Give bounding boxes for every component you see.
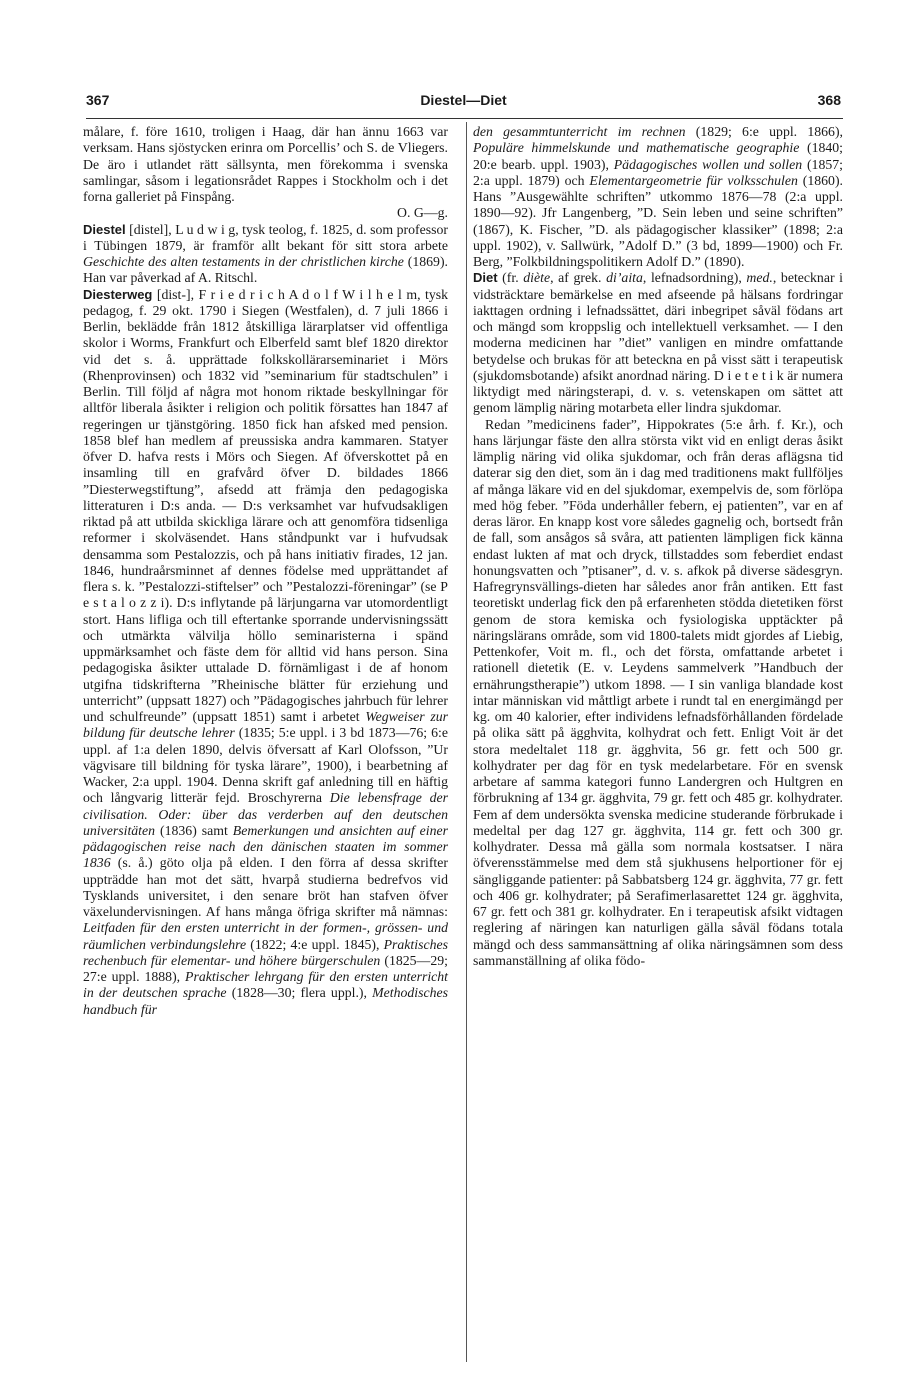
right-column (473, 124, 843, 969)
page-title: Diestel—Diet (420, 92, 507, 108)
author-signature: O. G—g. (397, 205, 448, 221)
header-rule (86, 118, 843, 119)
column-divider (466, 122, 467, 1362)
running-header (86, 92, 841, 112)
headword-diet: Diet (473, 270, 498, 286)
entry-diet-paragraph-2: Redan ”medicinens fader”, Hippokrates (5:e årh. f. Kr.), och hans lärjungar fäste den allra största vikt vid en enligt deras åsikt lämplig näring vid olika sjukdomar, och från deras aflägsna tid daterar sig den diet, som än i dag med traditionens makt fullföljes af många läkare vid en del sjukdomar, exempelvis de, som förlöpa med hög feber. ”Föda underhåller febern, ej patienten”, var en af deras läror. En knapp kost vore således gagnelig och, bortsedt från de fall, som ansågos så svåra, att patienten lämpligen fick känna endast lukten af mat och dryck, tillstaddes som feberdiet endast honungsvatten och ”ptisaner”, d. v. s. afkok på diverse sädesgryn. Hafregrynsvällings-dieten har således anor från antiken. Ett fast teoretiskt underlag fick den på erfarenheten stödda dietetiken först genom de stora kemiska och fysiologiska upptäckter på näringslärans område, som vid 1800-talets midt gjordes af Liebig, Pettenkofer, Voit m. fl., och det första, omfattande arbetet i rationell dietetik (E. v. Leydens sammelverk ”Handbuch der ernährungstherapie”) utkom 1898. — I sin vanliga blandade kost intar människan vid måttligt arbete i rundt tal en energimängd per kg. om 40 kalorier, efter individens lefnadsförhållanden fördelade på olika sätt på ägghvita, kolhydrat och fett. Enligt Voit är det stora medeltalet 118 gr. ägghvita, 56 gr. fett och 500 gr. kolhydrater per dag för en tysk medelarbetare. För en svensk arbetare af samma kategori funno Landergren och Hultgren en förbrukning af 134 gr. ägghvita, 79 gr. fett och 485 gr. kolhydrater. Fem af dem undersökta svenska medicine studerande förbrukade i medeltal per dag 127 gr. ägghvita, 114 gr. fett och 300 gr. kolhydrater. Dessa må gälla som normala kostsatser. I nära öfverensstämmelse med dem stå sjukhusens helportioner för ej sängliggande patienter: på Sabbatsberg 124 gr. ägghvita, 77 gr. fett och 406 gr. kolhydrater; på Serafimerlasarettet 124 gr. ägghvita, 67 gr. fett och 381 gr. kolhydrater. En i terapeutisk afsikt vidtagen reglering af näringen kan naturligen gälla såväl födans totala mängd och dess sammansättning af olika näringsämnen som dess sammanställning af olika födo- (473, 416, 843, 968)
entry-diestel: Diestel [distel], L u d w i g, tysk teolog, f. 1825, d. som professor i Tübingen 1879, är framför allt bekant för sitt stora arbete Geschichte des alten testaments in der christlichen kirche (1869). Han var påverkad af A. Ritschl. (83, 221, 448, 286)
headword-diesterweg: Diesterweg (83, 286, 153, 302)
left-column (83, 124, 448, 1018)
entry-diesterweg: Diesterweg [dist-], F r i e d r i c h A d o l f W i l h e l m, tysk pedagog, f. 29 okt. 1790 i Siegen (Westfalen), d. 7 juli 1866 i Berlin, beklädde från 1812 åtskilliga lärarplatser vid offentliga skolor i Worms, Frankfurt och Elberfeld samt blef 1820 direktor vid det s. å. upprättade folkskollärarseminariet i Mörs (Rhenprovinsen) och 1832 vid ”seminarium für stadtschulen” i Berlin. Till följd af några mot honom riktade beskyllningar för alltför liberala åsikter i religion och politik försattes han 1847 af regeringen ur tjänstgöring. 1850 fick han afsked med pension. 1858 blef han medlem af preussiska andra kammaren. Statyer öfver D. hafva rests i Mörs och Siegen. Af öfverskottet på en insamling till en grafvård öfver D. bildades 1866 ”Diesterwegstiftung”, afsedd att främja den pedagogiska litteraturen i D:s anda. — D:s verksamhet var hufvudsakligen riktad på att utbilda skickliga lärare och att genomföra tidsenliga reformer i skolväsendet. Hans ståndpunkt var i hufvudsak densamma som Pestalozzis, och på hans initiativ firades, 12 jan. 1846, hundraårsminnet af dennes födelse med upprättandet af flera s. k. ”Pestalozzi-stiftelser” och ”Pestalozzi-föreningar” (se P e s t a l o z z i). D:s inflytande på lärjungarna var utomordentligt stort. Hans lifliga och till eftertanke sporrande undervisningssätt och utmärkta välvilja höllo seminaristerna i spänd uppmärksamhet och fäste dem för alltid vid hans person. Sina pedagogiska åsikter uttalade D. förnämligast i de af honom utgifna tidskrifterna ”Rheinische blätter für erziehung und unterricht” (uppsatt 1827) och ”Pädagogisches jahrbuch für lehrer und schulfreunde” (uppsatt 1851) samt i arbetet Wegweiser zur bildung für deutsche lehrer (1835; 5:e uppl. i 3 bd 1873—76; 6:e uppl. af 1:a delen 1890, delvis öfversatt af Karl Olofsson, ”Ur vägvisare till bildning för tyska lärare”, 1900), i bearbetning af Wacker, 2:a uppl. 1904. Denna skrift gaf anledning till en häftig och långvarig litterär fejd. Broschyrerna Die lebensfrage der civilisation. Oder: über das verderben auf den deutschen universitäten (1836) samt Bemerkungen und ansichten auf einer pädagogischen reise nach den dänischen staaten im sommer 1836 (s. å.) göto olja på elden. I den förra af dessa skrifter uppträdde han mot det sätt, hvarpå studierna bedrefvos vid Tysklands universitet, i den senare bröt han stafven öfver växelundervisningen. Af hans många öfriga skrifter må nämnas: Leitfaden für den ersten unterricht in der formen-, grössen- und räumlichen verbindungslehre (1822; 4:e uppl. 1845), Praktisches rechenbuch für elementar- und höhere bürgerschulen (1825—29; 27:e uppl. 1888), Praktischer lehrgang für den ersten unterricht in der deutschen sprache (1828—30; flera uppl.), Methodisches handbuch für (83, 286, 449, 1017)
entry-diet: Diet (fr. diète, af grek. di’aita, lefnadsordning), med., betecknar i vidsträcktare bemärkelse en med afseende på hälsans fordringar iakttagen ordning i lefnadssättet, däri inbegripet såväl födans art och mängd som kroppslig och intellektuell verksamhet. — I den moderna medicinen har ”diet” vanligen en mindre omfattande betydelse och brukas för att beteckna en på visst sätt i terapeutisk (sjukdomsbotande) afsikt anordnad näring. D i e t e t i k är numera liktydigt med näringsterapi, d. v. s. vetenskapen om sättet att genom lämplig näring motarbeta eller lindra sjukdomar. (473, 270, 843, 416)
page-number-right: 368 (817, 92, 841, 108)
entry-continuation: målare, f. före 1610, troligen i Haag, där han ännu 1663 var verksam. Hans sjöstycken erinra om Porcellis’ och S. de Vliegers. De äro i utlandet rätt sällsynta, men förekomma i svenska samlingar, såsom i legationsrådet Rappes i Stockholm och i det forna galleriet på Finspång. (83, 124, 448, 204)
page-number-left: 367 (86, 92, 110, 108)
headword-diestel: Diestel (83, 221, 126, 237)
entry-diesterweg-continuation: den gesammtunterricht im rechnen (1829; 6:e uppl. 1866), Populäre himmelskunde und mathematische geographie (1840; 20:e bearb. uppl. 1903), Pädagogisches wollen und sollen (1857; 2:a uppl. 1879) och Elementargeometrie für volksschulen (1860). Hans ”Ausgewählte schriften” utkommo 1876—78 (2:a uppl. 1890—92). Jfr Langenberg, ”D. Sein leben und seine schriften” (1867), K. Fischer, ”D. als pädagogischer klassiker” (1898; 2:a uppl. 1902), v. Sallwürk, ”Adolf D.” (3 bd, 1899—1900) och Fr. Berg, ”Folkbildningspolitikern Adolf D.” (1890). (473, 124, 843, 269)
